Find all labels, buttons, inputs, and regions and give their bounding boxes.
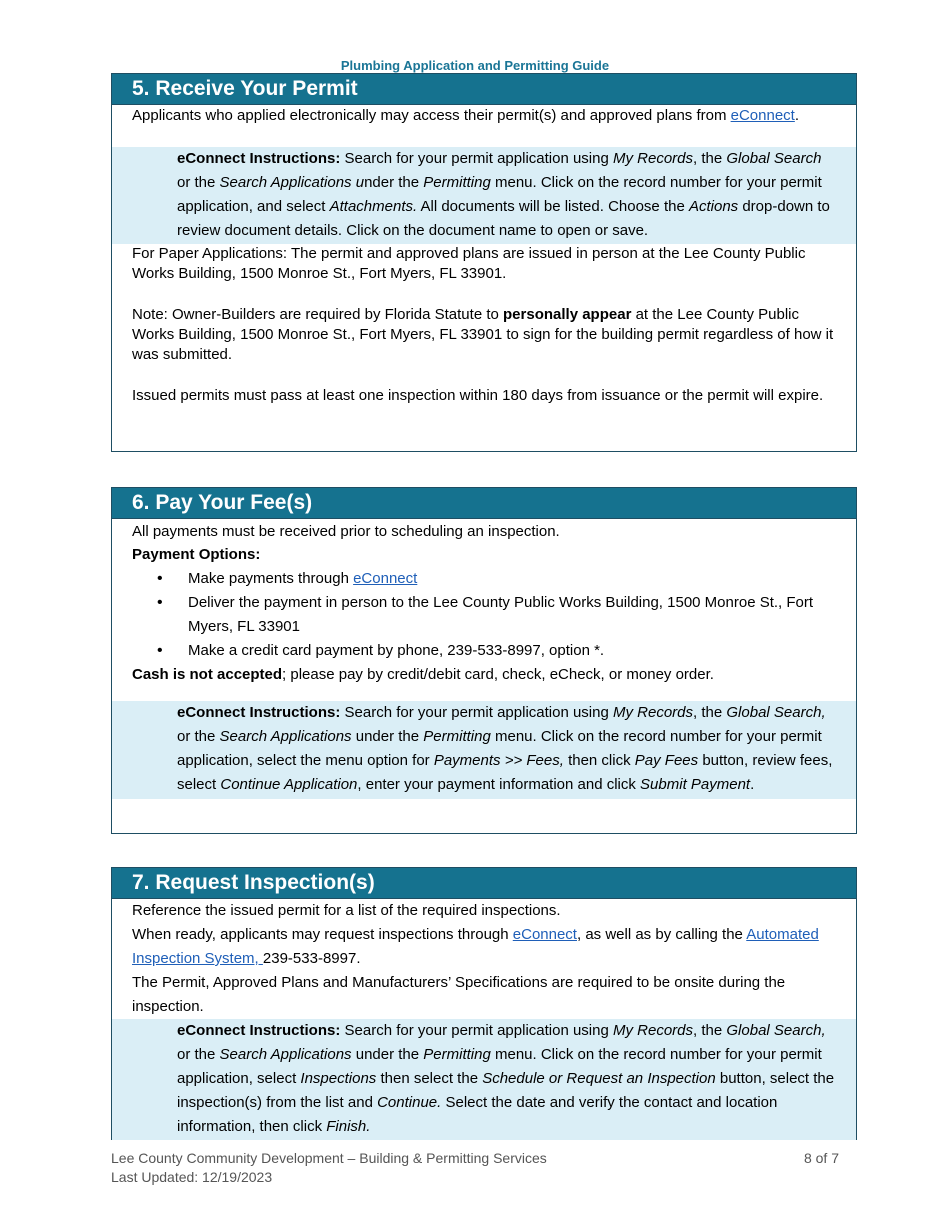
list-item: • Make a credit card payment by phone, 239-533-8997, option *. <box>132 639 856 663</box>
section-title: 6. Pay Your Fee(s) <box>112 488 856 519</box>
list-item: • Make payments through eConnect <box>132 567 856 591</box>
cash-not-accepted: Cash is not accepted; please pay by credit/debit card, check, eCheck, or money order. <box>132 666 714 683</box>
page-number: 8 of 7 <box>803 1150 839 1166</box>
econnect-instructions: eConnect Instructions: Search for your permit application using My Records, the Global Search, or the Search Applications under the Permitting menu. Click on the record number for your permit application, select Inspections then select the Schedule or Request an Inspection button, select the inspection(s) from the list and Continue. Select the date and verify the contact and location information, then click Finish. <box>112 1019 856 1140</box>
payment-options-list <box>112 567 856 663</box>
inspection-deadline-paragraph: Issued permits must pass at least one inspection within 180 days from issuance or the permit will expire. <box>132 387 824 404</box>
footer-updated: Last Updated: 12/19/2023 <box>111 1169 273 1185</box>
section-receive-permit <box>111 73 857 452</box>
intro-paragraph: Applicants who applied electronically may access their permit(s) and approved plans from eConnect. <box>132 107 800 124</box>
section-title: 5. Receive Your Permit <box>112 74 856 105</box>
payment-options-label: Payment Options: <box>132 546 261 563</box>
econnect-instructions: eConnect Instructions: Search for your permit application using My Records, the Global Search, or the Search Applications under the Permitting menu. Click on the record number for your permit application, select the menu option for Payments >> Fees, then click Pay Fees button, review fees, select Continue Application, enter your payment information and click Submit Payment. <box>112 701 856 799</box>
section-title: 7. Request Inspection(s) <box>112 868 856 899</box>
econnect-instructions: eConnect Instructions: Search for your permit application using My Records, the Global Search or the Search Applications under the Permitting menu. Click on the record number for your permit application, and select Attachments. All documents will be listed. Choose the Actions drop-down to review document details. Click on the document name to open or save. <box>112 147 856 244</box>
automated-inspection-system-link[interactable]: Automated Inspection System, <box>132 926 819 967</box>
payment-intro: All payments must be received prior to scheduling an inspection. <box>132 523 560 540</box>
econnect-link[interactable]: eConnect <box>512 926 577 943</box>
owner-builder-note: Note: Owner-Builders are required by Florida Statute to personally appear at the Lee County Public Works Building, 1500 Monroe St., Fort Myers, FL 33901 to sign for the building permit regardless of how it was submitted. <box>132 306 834 363</box>
section-request-inspections <box>111 867 857 1140</box>
econnect-link[interactable]: eConnect <box>353 570 418 587</box>
page-footer <box>111 1149 857 1187</box>
section-pay-fees <box>111 487 857 834</box>
econnect-link[interactable]: eConnect <box>730 107 795 124</box>
paper-applications-paragraph: For Paper Applications: The permit and approved plans are issued in person at the Lee County Public Works Building, 1500 Monroe St., Fort Myers, FL 33901. <box>132 245 806 282</box>
guide-title: Plumbing Application and Permitting Guide <box>340 58 610 73</box>
list-item: • Deliver the payment in person to the Lee County Public Works Building, 1500 Monroe St., Fort Myers, FL 33901 <box>132 591 856 639</box>
inspection-intro: Reference the issued permit for a list of the required inspections. When ready, applicants may request inspections through eConnect, as well as by calling the Automated Inspection System, 239-533-8997. The Permit, Approved Plans and Manufacturers’ Specifications are required to be onsite during the inspection. <box>132 902 819 1015</box>
footer-org: Lee County Community Development – Building & Permitting Services <box>111 1150 547 1166</box>
